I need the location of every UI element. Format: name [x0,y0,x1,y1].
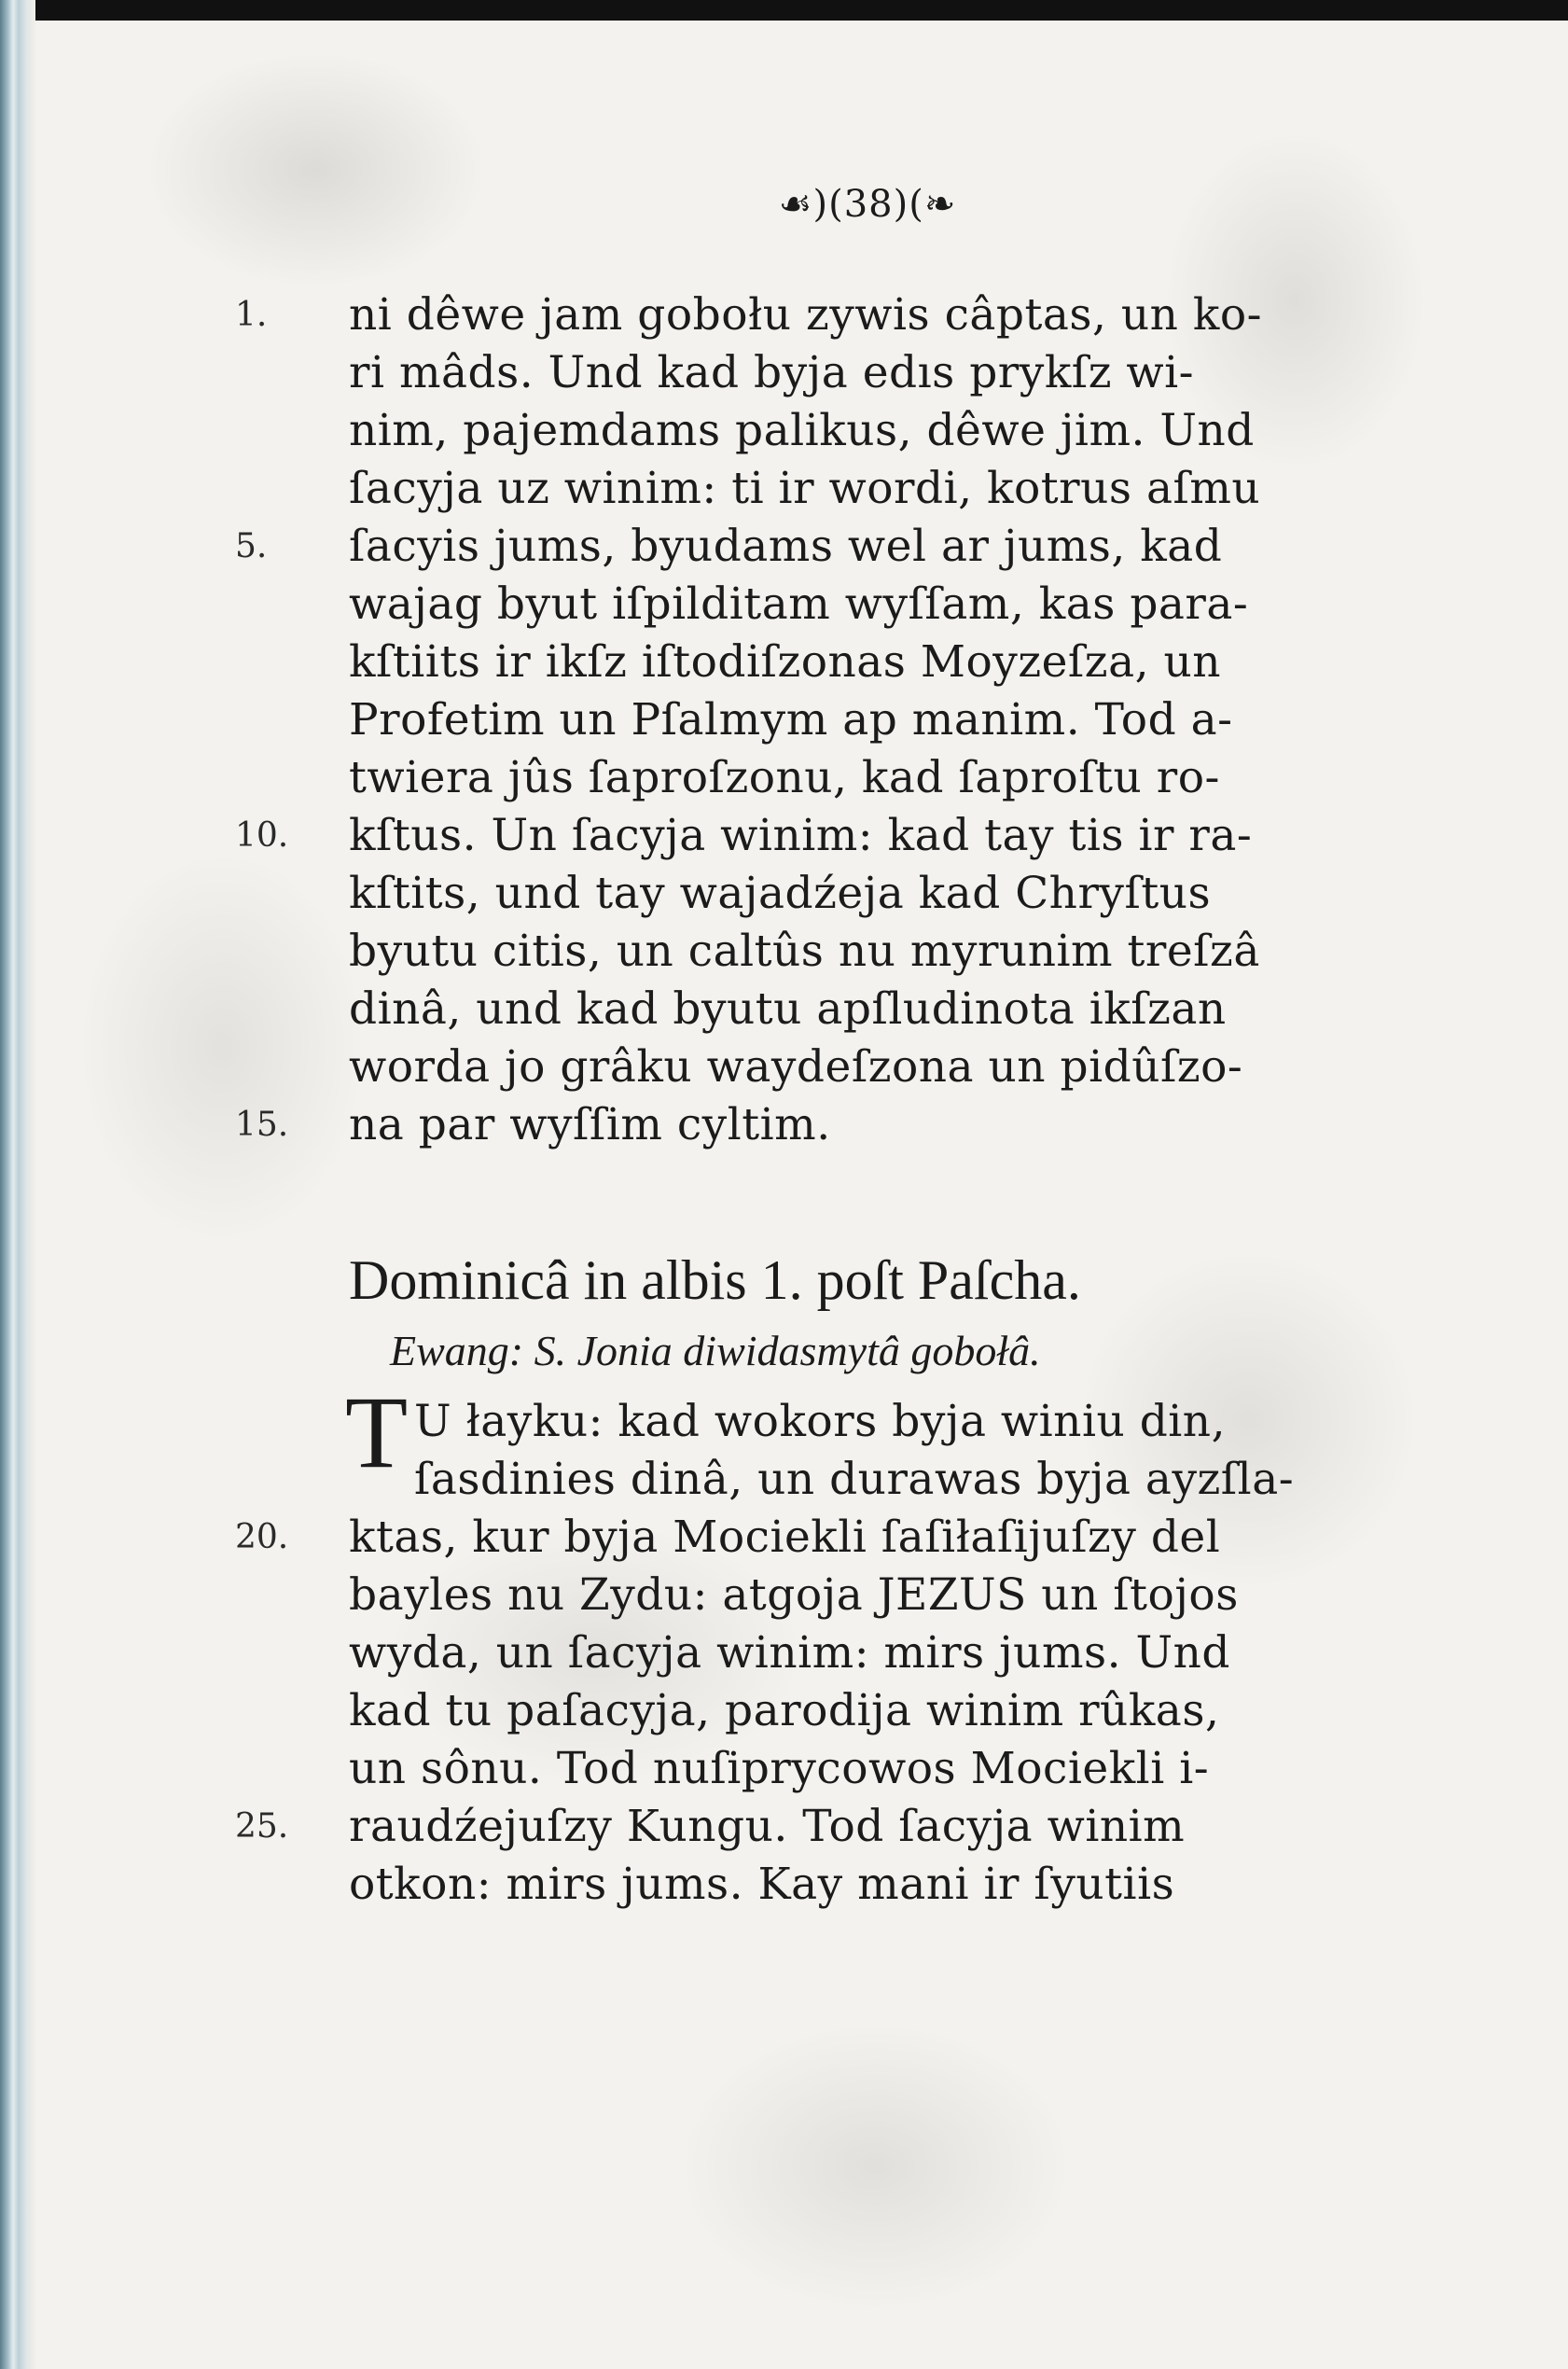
text-line: ri mâds. Und kad byja edıs prykſz wi- [349,347,1195,398]
section-heading: Dominicâ in albis 1. poſt Paſcha. [349,1249,1081,1311]
line-number: 10. [235,816,289,855]
page-header: ☙)(38)(❧ [778,183,957,226]
text-line: dinâ, und kad byutu apſludinota ikſzan [349,983,1227,1035]
text-line: U łayku: kad wokors byja winiu din, [414,1396,1227,1447]
text-line: wyda, un ſacyja winim: mirs jums. Und [349,1627,1230,1679]
text-line: worda jo grâku waydeſzona un pidûſzo- [349,1041,1243,1093]
text-line: ſasdinies dinâ, un durawas byja ayzſla- [414,1454,1295,1505]
line-number: 20. [235,1518,289,1556]
line-number: 5. [235,527,268,565]
text-line: kſtiits ir ikſz iſtodiſzonas Moyzeſza, un [349,636,1222,688]
text-line: Profetim un Pſalmym ap manim. Tod a- [349,694,1233,746]
text-line: nim, pajemdams palikus, dêwe jim. Und [349,405,1255,456]
text-line: otkon: mirs jums. Kay mani ir ſyutiis [349,1859,1175,1910]
text-line: byutu citis, un caltûs nu myrunim treſzâ [349,926,1260,977]
scan-top-edge [0,0,1568,21]
text-line: twiera jûs ſaproſzonu, kad ſaproſtu ro- [349,752,1220,803]
text-line: ſacyis jums, byudams wel ar jums, kad [349,521,1223,572]
text-line: un sônu. Tod nuſiprycowos Mociekli i- [349,1743,1210,1794]
drop-cap: T [345,1375,409,1489]
text-line: wajag byut iſpilditam wyſſam, kas para- [349,578,1249,630]
text-line: kſtits, und tay wajadźeja kad Chryſtus [349,868,1212,919]
section-subheading: Ewang: S. Jonia diwidasmytâ gobołâ. [390,1327,1041,1374]
line-number: 15. [235,1106,289,1144]
book-spine-edge [0,0,35,2369]
text-line: kſtus. Un ſacyja winim: kad tay tis ir ra- [349,810,1253,861]
text-line: ni dêwe jam gobołu zywis câptas, un ko- [349,289,1263,341]
text-line: ſacyja uz winim: ti ir wordi, kotrus aſmu [349,463,1261,514]
line-number: 25. [235,1807,289,1846]
text-line: bayles nu Zydu: atgoja JEZUS un ſtojos [349,1569,1239,1621]
text-line: raudźejuſzy Kungu. Tod ſacyja winim [349,1801,1186,1852]
text-line: na par wyſſim cyltim. [349,1099,831,1150]
text-line: kad tu paſacyja, parodija winim rûkas, [349,1685,1220,1736]
text-line: ktas, kur byja Mociekli ſaſiłaſijuſzy del [349,1512,1221,1563]
line-number: 1. [235,296,268,334]
